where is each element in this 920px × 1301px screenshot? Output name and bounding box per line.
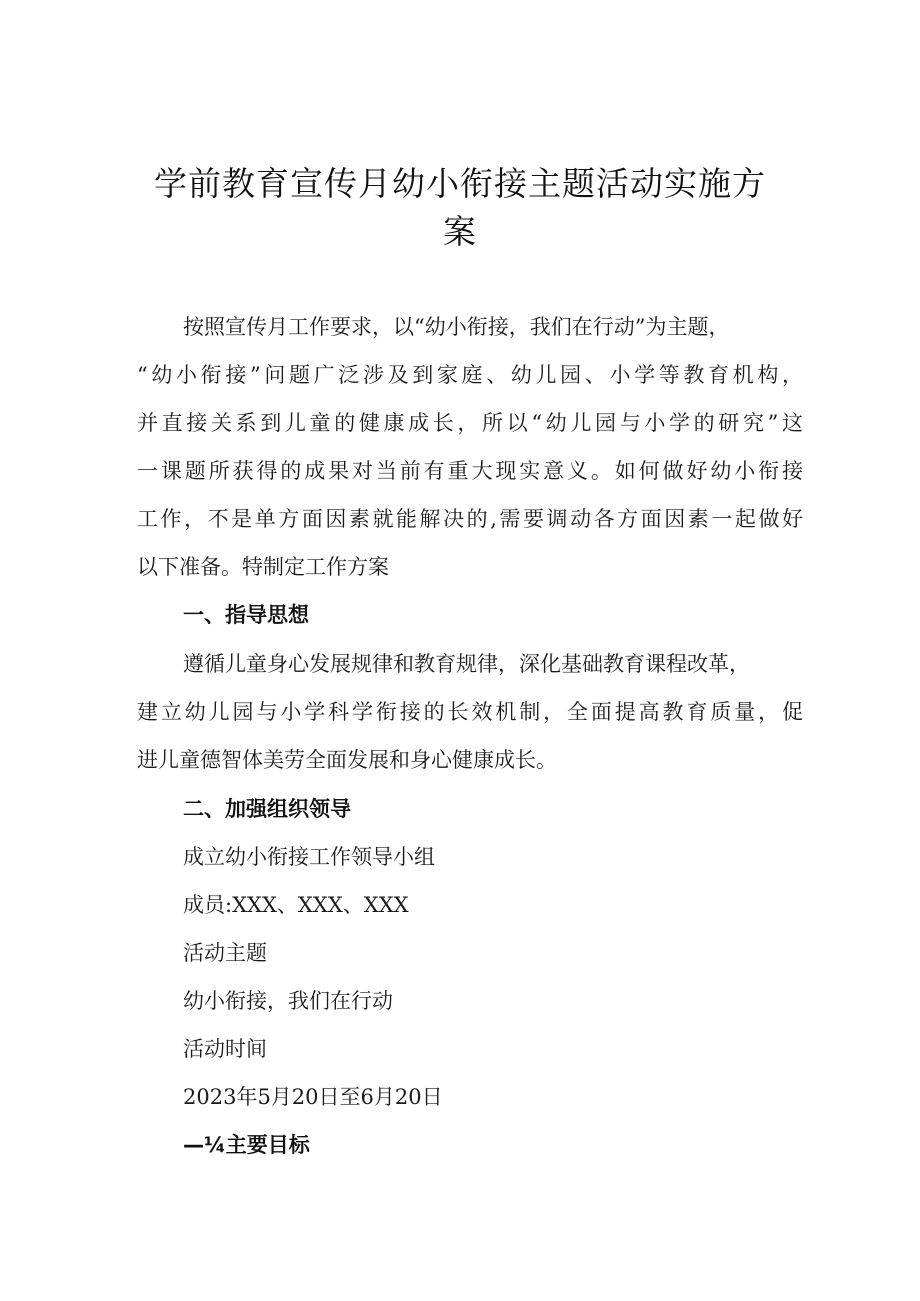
section-heading-guiding-ideology: 一、指导思想 xyxy=(183,603,309,627)
section1-line-3: 进儿童德智体美劳全面发展和身心健康成长。 xyxy=(137,748,557,772)
section-heading-main-goals: —¼主要目标 xyxy=(183,1133,310,1157)
intro-line-3: 并直接关系到儿童的健康成长，所以“幼儿园与小学的研究”这 xyxy=(137,411,803,435)
intro-line-5: 工作，不是单方面因素就能解决的,需要调动各方面因素一起做好 xyxy=(137,507,803,531)
section1-line-2: 建立幼儿园与小学科学衔接的长效机制，全面提高教育质量，促 xyxy=(137,700,803,724)
intro-line-1: 按照宣传月工作要求，以“幼小衔接，我们在行动”为主题， xyxy=(183,315,730,339)
title-line-1: 学前教育宣传月幼小衔接主题活动实施方 xyxy=(154,164,766,203)
intro-line-4: 一课题所获得的成果对当前有重大现实意义。如何做好幼小衔接 xyxy=(137,459,803,483)
intro-line-2: “幼小衔接”问题广泛涉及到家庭、幼儿园、小学等教育机构， xyxy=(137,363,803,387)
time-label: 活动时间 xyxy=(183,1037,267,1061)
leadership-group-line: 成立幼小衔接工作领导小组 xyxy=(183,845,435,869)
intro-line-6: 以下准备。特制定工作方案 xyxy=(137,555,389,579)
theme-value: 幼小衔接，我们在行动 xyxy=(183,989,393,1013)
members-line: 成员:XXX、XXX、XXX xyxy=(183,893,409,917)
theme-label: 活动主题 xyxy=(183,941,267,965)
section1-line-1: 遵循儿童身心发展规律和教育规律，深化基础教育课程改革， xyxy=(183,652,750,676)
time-value: 2023年5月20日至6月20日 xyxy=(183,1085,443,1109)
title-line-2: 案 xyxy=(443,212,477,251)
section-heading-organization: 二、加强组织领导 xyxy=(183,797,351,821)
document-title xyxy=(100,160,820,256)
